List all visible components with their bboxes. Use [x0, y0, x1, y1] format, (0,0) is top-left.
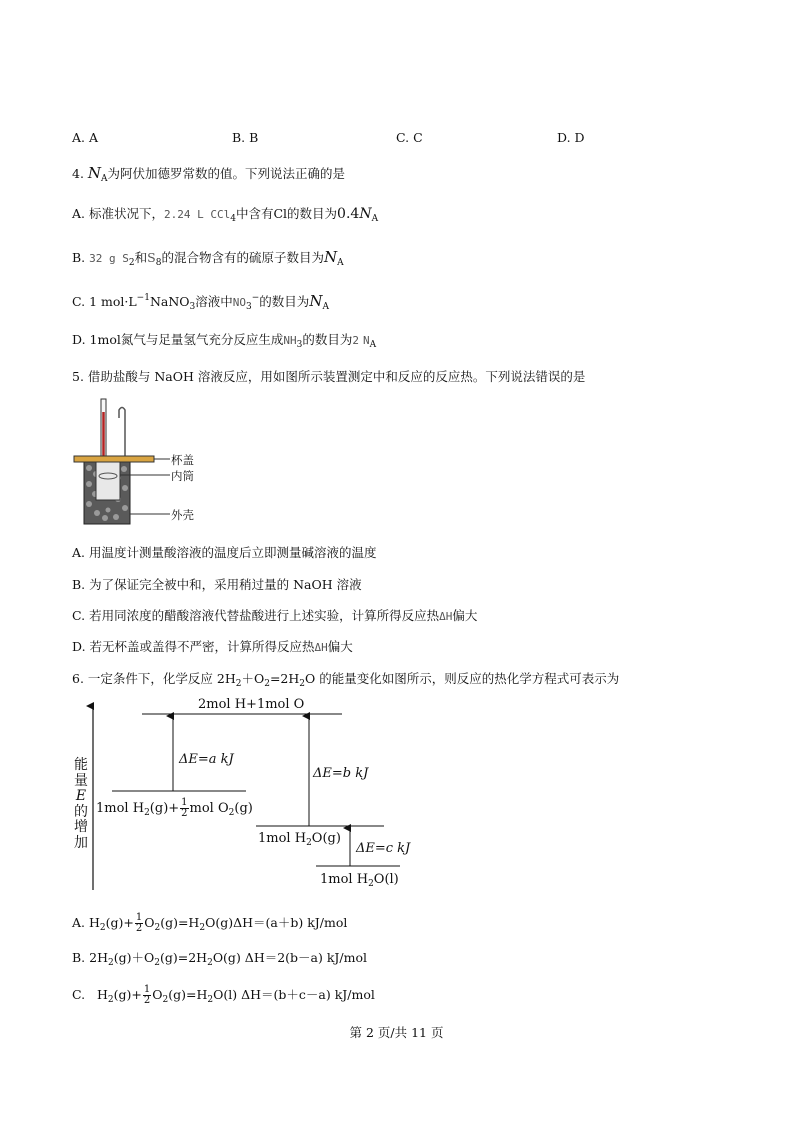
- option-a: A. A: [72, 130, 99, 145]
- q4-option-b: B. 32 g $S_2$和$S_8$的混合物含有的硫原子数目为$N_A$: [72, 248, 344, 268]
- option-d: D. D: [557, 130, 585, 145]
- question-5-stem: 5. 借助盐酸与 NaOH 溶液反应，用如图所示装置测定中和反应的反应热。下列说法错误的是: [72, 369, 586, 384]
- q4-option-c: C. 1 $mol\cdot L^{-1}NaNO_3$溶液中$NO_3^-$的数目为$N_A$: [72, 292, 329, 312]
- energy-axis-label: 能 量 E 的 增 加: [74, 757, 88, 851]
- label-ec: ΔE=c kJ: [356, 841, 411, 856]
- label-reactants: 1mol $H_2(g)+$ $\frac{1}{2}$ mol $O_2(g)$: [96, 797, 253, 819]
- q6-option-c: C. $H_2(g)+$ $\frac{1}{2}$ $O_2(g)=H_2O(l)$ ΔH＝(b＋c－a) kJ/mol: [72, 984, 375, 1006]
- q5-option-a: A. 用温度计测量酸溶液的温度后立即测量碱溶液的温度: [72, 545, 377, 560]
- label-lid: 杯盖: [171, 453, 194, 467]
- cup-lid: [74, 456, 154, 462]
- page-footer: 第 2 页/共 11 页: [349, 1025, 444, 1040]
- energy-diagram: [60, 690, 420, 895]
- q6-option-b: B. $2H_2(g)+O_2(g)=2H_2O(g)$ ΔH＝2(b－a) kJ/mol: [72, 950, 368, 968]
- q6-option-a: A. $H_2(g)+$ $\frac{1}{2}$ $O_2(g)=H_2O(g)\Delta H=(a+b)$ kJ/mol: [72, 912, 348, 934]
- label-eb: ΔE=b kJ: [313, 766, 369, 781]
- question-6-stem: 6. 一定条件下，化学反应 $2H_2+O_2=2H_2O$ 的能量变化如图所示，则反应的热化学方程式可表示为: [72, 671, 620, 689]
- option-b: B. B: [232, 130, 259, 145]
- label-atoms: 2mol H+1mol O: [198, 697, 305, 712]
- option-c: C. C: [396, 130, 423, 145]
- label-water-gas: 1mol $H_2O(g)$: [258, 831, 341, 848]
- q5-option-c: C. 若用同浓度的醋酸溶液代替盐酸进行上述实验，计算所得反应热ΔH偏大: [72, 608, 478, 623]
- q4-option-a: A. 标准状况下，2.24 L CCl$_4$中含有Cl的数目为$0.4N_A$: [72, 206, 379, 224]
- label-ea: ΔE=a kJ: [179, 752, 234, 767]
- q4-option-d: D. 1mol氮气与足量氢气充分反应生成$NH_3$的数目为2 $N_A$: [72, 332, 377, 350]
- label-water-liquid: 1mol $H_2O(l)$: [320, 872, 399, 889]
- q5-option-b: B. 为了保证完全被中和，采用稍过量的 NaOH 溶液: [72, 577, 362, 592]
- q5-option-d: D. 若无杯盖或盖得不严密，计算所得反应热ΔH偏大: [72, 639, 353, 654]
- label-inner: 内筒: [171, 469, 194, 483]
- inner-can: [96, 460, 120, 500]
- question-4-stem: 4. $N_A$为阿伏加德罗常数的值。下列说法正确的是: [72, 164, 346, 184]
- label-outer: 外壳: [171, 508, 194, 522]
